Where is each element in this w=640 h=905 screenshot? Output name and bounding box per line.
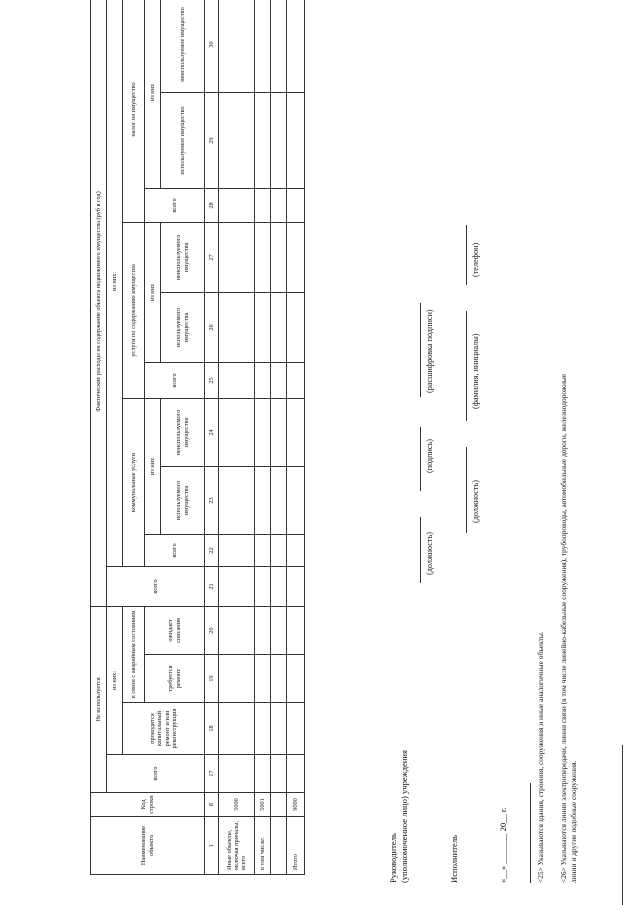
col-number: 26	[205, 292, 219, 362]
phone-caption: (телефон)	[471, 242, 480, 277]
table-cell	[219, 655, 255, 703]
table-cell	[271, 755, 287, 793]
header-unused: Не используется	[91, 606, 107, 792]
position-caption: (должность)	[425, 532, 434, 575]
property-expenses-table	[90, 0, 305, 875]
table-row-total	[287, 0, 305, 875]
table-cell	[271, 0, 287, 92]
signature-line	[420, 427, 421, 491]
header-utilities-unused: неиспользуемого имущества	[161, 398, 205, 466]
date-field: «__» _______ 20__ г.	[498, 807, 508, 883]
table-cell	[255, 466, 271, 534]
row-label: Итого	[287, 817, 305, 875]
table-cell	[271, 703, 287, 755]
position-line	[420, 517, 421, 583]
table-cell	[271, 655, 287, 703]
table-cell	[219, 566, 255, 606]
table-cell	[287, 606, 305, 654]
table-cell	[255, 0, 271, 92]
table-cell	[255, 92, 271, 188]
table-cell	[219, 466, 255, 534]
header-expenses-of-them: из них:	[107, 0, 123, 566]
header-utilities-used: используемого имущества	[161, 466, 205, 534]
header-tax-unused: неиспользуемое имущество	[161, 0, 205, 92]
table-cell	[287, 566, 305, 606]
header-unused-of-them: из них:	[107, 606, 123, 754]
table-cell	[219, 222, 255, 292]
position2-caption: (должность)	[471, 480, 480, 523]
col-number: 17	[205, 755, 219, 793]
header-tax-of-them: из них	[145, 0, 161, 188]
col-number: 25	[205, 362, 219, 398]
col-number: 18	[205, 703, 219, 755]
header-utilities: коммунальные услуги	[123, 398, 145, 566]
position2-line	[466, 447, 467, 533]
header-tax-total: всего	[145, 188, 205, 222]
table-cell	[219, 188, 255, 222]
col-number: 29	[205, 92, 219, 188]
table-cell	[255, 188, 271, 222]
fio-line	[466, 311, 467, 421]
table-cell	[287, 188, 305, 222]
table-cell	[287, 703, 305, 755]
row-code: 5001	[255, 793, 271, 817]
row-label: в том числе:	[255, 817, 271, 875]
header-utilities-of-them: из них	[145, 398, 161, 534]
table-cell	[287, 534, 305, 566]
row-code: 5000	[219, 793, 255, 817]
table-cell	[287, 362, 305, 398]
table-cell	[271, 92, 287, 188]
col-number: 20	[205, 606, 219, 654]
header-awaiting-writeoff: ожидает списания	[145, 606, 205, 654]
decoding-caption: (расшифровка подписи)	[425, 309, 434, 393]
table-cell	[255, 606, 271, 654]
table-cell	[287, 222, 305, 292]
table-cell	[219, 292, 255, 362]
header-unused-total: всего	[107, 755, 205, 793]
table-row-including	[255, 0, 271, 875]
table-cell	[219, 398, 255, 466]
header-needs-repair: требуется ремонт	[145, 655, 205, 703]
table-cell	[271, 606, 287, 654]
table-cell	[271, 188, 287, 222]
header-actual-expenses: Фактические расходы на содержание объекта недвижимого имущества (руб в год)	[91, 0, 107, 606]
col-number: 21	[205, 566, 219, 606]
header-maintenance-unused: неиспользуемого имущества	[161, 222, 205, 292]
table-cell	[271, 566, 287, 606]
table-row-other-objects	[219, 0, 255, 875]
col-number: 1	[205, 817, 219, 875]
table-cell	[255, 703, 271, 755]
col-number: 8	[205, 793, 219, 817]
col-number: 22	[205, 534, 219, 566]
table-cell	[271, 398, 287, 466]
table-cell	[255, 655, 271, 703]
executor-label: Исполнитель	[449, 834, 459, 883]
header-utilities-total: всего	[145, 534, 205, 566]
table-cell	[219, 534, 255, 566]
table-cell	[271, 222, 287, 292]
table-cell	[219, 92, 255, 188]
table-cell	[255, 362, 271, 398]
footnote-25: <25> Указываются здания, строения, сооружения и иные аналогичные объекты.	[536, 631, 545, 883]
phone-line	[466, 225, 467, 285]
table-cell	[255, 398, 271, 466]
col-number: 27	[205, 222, 219, 292]
header-object-name: Наименование объекта	[91, 817, 205, 875]
head-line1: Руководитель	[388, 833, 398, 883]
table-cell	[255, 566, 271, 606]
footnote-26-line1: <26> Указываются линии электропередачи, линии связи (в том числе линейно-кабельные сооружения), трубопроводы, автомобильные дороги, железнодорожные	[559, 373, 568, 883]
header-property-tax: налог на имущество	[123, 0, 145, 222]
header-maintenance: услуги по содержанию имущества	[123, 222, 145, 398]
col-number: 19	[205, 655, 219, 703]
header-maintenance-of-them: из них	[145, 222, 161, 362]
header-tax-used: используемое имущество	[161, 92, 205, 188]
table-cell	[255, 534, 271, 566]
fio-caption: (фамилия, инициалы)	[471, 333, 480, 409]
table-cell	[287, 755, 305, 793]
decoding-line	[420, 303, 421, 397]
table-cell	[271, 292, 287, 362]
table-cell	[255, 292, 271, 362]
row-label	[271, 817, 287, 875]
table-cell	[219, 703, 255, 755]
footnote-divider	[530, 783, 531, 883]
table-cell	[287, 466, 305, 534]
table-cell	[219, 0, 255, 92]
table-cell	[271, 534, 287, 566]
col-number: 23	[205, 466, 219, 534]
col-number: 30	[205, 0, 219, 92]
table-cell	[219, 755, 255, 793]
signature-caption: (подпись)	[425, 439, 434, 473]
table-cell	[219, 606, 255, 654]
head-label	[388, 750, 409, 883]
table-cell	[255, 755, 271, 793]
table-cell	[287, 398, 305, 466]
row-label: Иные объекты, включая причалы, всего	[219, 817, 255, 875]
footnote-26-line2: линии и другие подобные сооружения.	[569, 760, 578, 883]
page-edge-line	[622, 745, 623, 905]
table-row-blank	[271, 0, 287, 875]
row-code	[271, 793, 287, 817]
header-maintenance-total: всего	[145, 362, 205, 398]
column-numbers-row	[205, 0, 219, 875]
col-number: 28	[205, 188, 219, 222]
row-code: 9000	[287, 793, 305, 817]
head-line2: (уполномоченное лицо) учреждения	[398, 750, 409, 883]
col-number: 24	[205, 398, 219, 466]
table-cell	[287, 655, 305, 703]
table-cell	[287, 0, 305, 92]
header-expenses-total: всего	[107, 566, 205, 606]
table-cell	[255, 222, 271, 292]
table-cell	[271, 466, 287, 534]
table-cell	[287, 92, 305, 188]
header-maintenance-used: используемого имущества	[161, 292, 205, 362]
table-cell	[219, 362, 255, 398]
table-cell	[271, 362, 287, 398]
header-emergency: в связи с аварийным состоянием	[123, 606, 145, 702]
table-cell	[287, 292, 305, 362]
header-capital-repair: проводится капитальный ремонт и/или реконструкция	[123, 703, 205, 755]
header-row-code: Код строки	[91, 793, 205, 817]
